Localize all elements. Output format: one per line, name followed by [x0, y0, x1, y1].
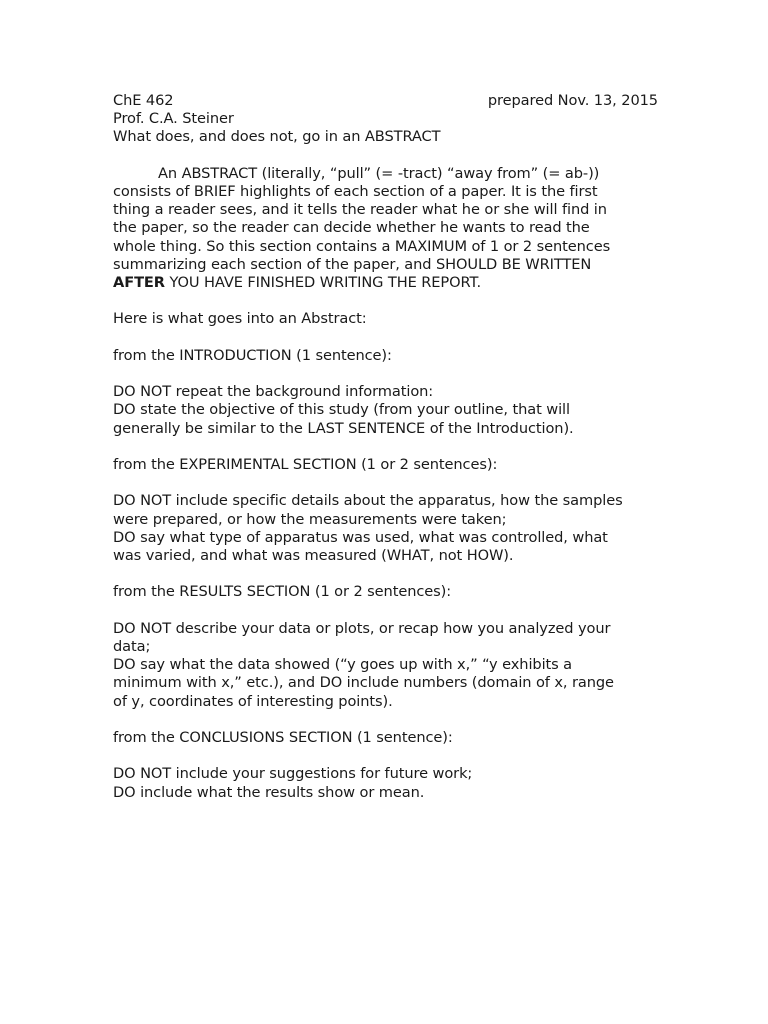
emphasis-after: AFTER [113, 274, 165, 292]
section-line: DO include what the results show or mean. [113, 783, 425, 801]
course-code: ChE 462 [113, 92, 174, 109]
section-results [113, 583, 658, 710]
spacer [113, 365, 658, 383]
intro-line: consists of BRIEF highlights of each section of a paper. It is the first [113, 183, 598, 200]
section-introduction [113, 347, 658, 438]
section-line: was varied, and what was measured (WHAT, not HOW). [113, 546, 514, 564]
prepared-date: prepared Nov. 13, 2015 [487, 92, 658, 109]
section-heading: from the CONCLUSIONS SECTION (1 sentence): [113, 728, 453, 746]
intro-line-text: An ABSTRACT (literally, “pull” (= -tract) “away from” (= ab-)) [158, 164, 600, 182]
spacer [113, 747, 658, 765]
spacer [113, 565, 658, 583]
section-heading: from the INTRODUCTION (1 sentence): [113, 346, 392, 364]
intro-line: summarizing each section of the paper, and SHOULD BE WRITTEN [113, 255, 592, 273]
document-title: What does, and does not, go in an ABSTRACT [113, 128, 441, 146]
lead-sentence: Here is what goes into an Abstract: [113, 310, 367, 328]
section-conclusions [113, 729, 658, 802]
document-page [113, 92, 658, 802]
professor-name: Prof. C.A. Steiner [113, 110, 234, 128]
section-experimental [113, 456, 658, 565]
section-line: were prepared, or how the measurements were taken; [113, 510, 507, 528]
intro-line [113, 274, 658, 292]
section-line: DO NOT include specific details about the apparatus, how the samples [113, 492, 623, 510]
section-line: data; [113, 637, 151, 655]
spacer [113, 329, 658, 347]
spacer [113, 292, 658, 310]
section-line: DO NOT include your suggestions for future work; [113, 765, 473, 783]
intro-line: whole thing. So this section contains a MAXIMUM of 1 or 2 sentences [113, 237, 611, 255]
section-heading: from the RESULTS SECTION (1 or 2 sentences): [113, 583, 452, 601]
spacer [113, 602, 658, 620]
section-line: DO state the objective of this study (from your outline, that will [113, 401, 570, 419]
section-line: of y, coordinates of interesting points). [113, 692, 393, 710]
intro-line: the paper, so the reader can decide whether he wants to read the [113, 219, 590, 237]
spacer [113, 438, 658, 456]
section-line: DO say what type of apparatus was used, what was controlled, what [113, 528, 608, 546]
intro-line [113, 165, 658, 183]
header-row [113, 92, 658, 110]
section-line: DO NOT describe your data or plots, or recap how you analyzed your [113, 619, 611, 637]
intro-line: thing a reader sees, and it tells the reader what he or she will find in [113, 201, 607, 219]
section-line: generally be similar to the LAST SENTENCE of the Introduction). [113, 419, 574, 437]
intro-line-text: YOU HAVE FINISHED WRITING THE REPORT. [164, 274, 482, 292]
section-line: DO NOT repeat the background information: [113, 383, 434, 401]
section-heading: from the EXPERIMENTAL SECTION (1 or 2 sentences): [113, 455, 498, 473]
spacer [113, 474, 658, 492]
section-line: minimum with x,” etc.), and DO include numbers (domain of x, range [113, 674, 614, 692]
spacer [113, 147, 658, 165]
section-line: DO say what the data showed (“y goes up with x,” “y exhibits a [113, 656, 573, 674]
spacer [113, 711, 658, 729]
intro-paragraph [113, 165, 658, 292]
